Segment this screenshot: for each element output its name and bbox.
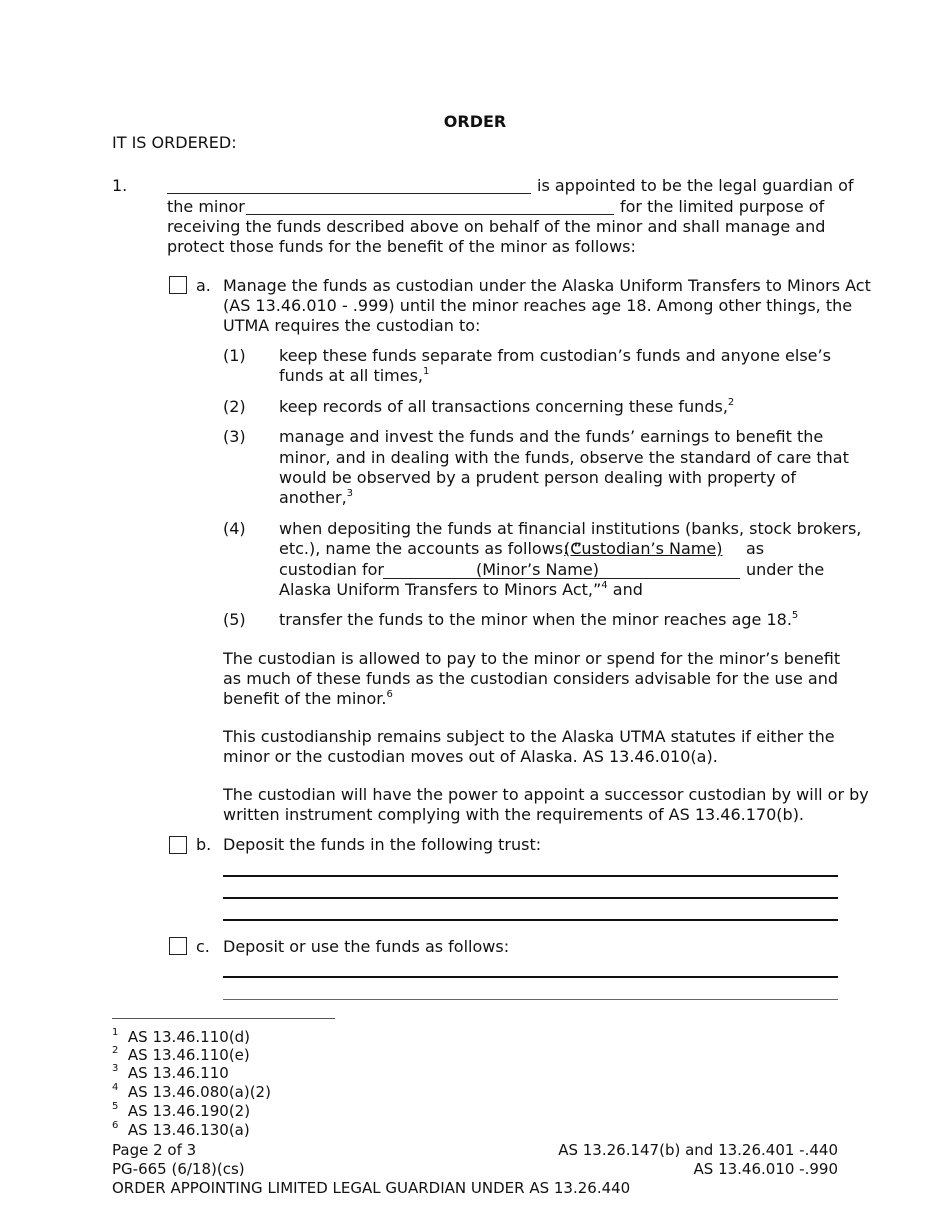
minor-name-placeholder: (Minor’s Name) (476, 560, 599, 579)
footnote-5: $^5$ AS 13.46.190(2) (112, 1101, 251, 1120)
footer-statute-1: AS 13.26.147(b) and 13.26.401 -.440 (558, 1141, 838, 1159)
guardian-name-field[interactable] (167, 193, 531, 194)
item1-line3: receiving the funds described above on behalf of the minor and shall manage and (167, 217, 826, 236)
trust-line-3[interactable] (223, 919, 838, 921)
use-funds-line-2[interactable] (223, 999, 838, 1000)
footnote-4: $^4$ AS 13.46.080(a)(2) (112, 1082, 271, 1101)
page-title: ORDER (443, 112, 507, 131)
item1-line4: protect those funds for the benefit of the minor as follows: (167, 237, 636, 256)
custodian-name-placeholder: (Custodian’s Name) (564, 539, 723, 558)
custodian-pay-line2: as much of these funds as the custodian considers advisable for the use and (223, 669, 839, 688)
trust-line-2[interactable] (223, 897, 838, 899)
trust-line-1[interactable] (223, 875, 838, 877)
sub-item-4-line1: when depositing the funds at financial institutions (banks, stock brokers, (279, 519, 862, 538)
successor-line2: written instrument complying with the requirements of AS 13.46.170(b). (223, 805, 805, 824)
footnote-ref: 4 (601, 580, 608, 591)
sub-item-4-line2: etc.), name the accounts as follows: “ (279, 539, 582, 558)
option-b-text: Deposit the funds in the following trust: (223, 835, 542, 854)
successor-line1: The custodian will have the power to appoint a successor custodian by will or by (223, 785, 869, 804)
sub-item-4-under-the: under the (746, 560, 825, 579)
option-a-line2: (AS 13.46.010 - .999) until the minor reaches age 18. Among other things, the (223, 296, 853, 315)
option-c-text: Deposit or use the funds as follows: (223, 937, 510, 956)
footnote-ref: 1 (423, 366, 430, 377)
sub-item-number: (4) (223, 519, 246, 538)
option-b-checkbox[interactable] (169, 836, 187, 854)
custodian-pay-line3: benefit of the minor.$^6$ (223, 689, 393, 708)
sub-item-1-line1: keep these funds separate from custodian’s funds and anyone else’s (279, 346, 831, 365)
sub-item-3-line4: another,$^3$ (279, 488, 354, 507)
sub-item-5-text: transfer the funds to the minor when the minor reaches age 18.$^5$ (279, 610, 799, 629)
option-c-checkbox[interactable] (169, 937, 187, 955)
footer-form-number: PG-665 (6/18)(cs) (112, 1160, 245, 1178)
sub-item-3-line1: manage and invest the funds and the funds’ earnings to benefit the (279, 427, 824, 446)
sub-item-number: (3) (223, 427, 246, 446)
footer-page-number: Page 2 of 3 (112, 1141, 197, 1159)
sub-item-3-line3: would be observed by a prudent person dealing with property of (279, 468, 797, 487)
minor-name-field[interactable] (246, 214, 614, 215)
sub-item-4-line3: custodian for (279, 560, 384, 579)
footnote-ref: 6 (386, 689, 393, 700)
custodianship-line2: minor or the custodian moves out of Alaska. AS 13.46.010(a). (223, 747, 718, 766)
footnote-ref: 2 (727, 397, 735, 408)
option-a-checkbox[interactable] (169, 276, 187, 294)
sub-item-4-as: as (746, 539, 765, 558)
option-a-letter: a. (196, 276, 211, 295)
option-a-line1: Manage the funds as custodian under the Alaska Uniform Transfers to Minors Act (223, 276, 871, 295)
option-b-letter: b. (196, 835, 212, 854)
custodian-pay-line1: The custodian is allowed to pay to the minor or spend for the minor’s benefit (223, 649, 841, 668)
minor-name-underline (383, 578, 740, 579)
option-a-line3: UTMA requires the custodian to: (223, 316, 481, 335)
footer-statute-2: AS 13.46.010 -.990 (693, 1160, 838, 1178)
sub-item-3-line2: minor, and in dealing with the funds, observe the standard of care that (279, 448, 849, 467)
item-number: 1. (112, 176, 128, 195)
it-is-ordered: IT IS ORDERED: (112, 133, 237, 152)
footnote-ref: 5 (791, 610, 799, 621)
sub-item-4-line4: Alaska Uniform Transfers to Minors Act,”$^4$ and (279, 580, 643, 599)
sub-item-2-text: keep records of all transactions concerning these funds,$^2$ (279, 397, 735, 416)
limited-purpose-text: for the limited purpose of (620, 197, 825, 216)
footnote-ref: 3 (346, 488, 354, 499)
footnote-3: $^3$ AS 13.46.110 (112, 1063, 229, 1082)
footnote-separator (112, 1018, 335, 1019)
sub-item-number: (1) (223, 346, 246, 365)
footnote-6: $^6$ AS 13.46.130(a) (112, 1120, 250, 1139)
custodianship-line1: This custodianship remains subject to the Alaska UTMA statutes if either the (223, 727, 835, 746)
sub-item-number: (2) (223, 397, 246, 416)
footnote-1: $^1$ AS 13.46.110(d) (112, 1027, 251, 1046)
minor-label: the minor (167, 197, 245, 216)
use-funds-line-1[interactable] (223, 976, 838, 978)
option-c-letter: c. (196, 937, 210, 956)
footer-form-title: ORDER APPOINTING LIMITED LEGAL GUARDIAN UNDER AS 13.26.440 (112, 1179, 631, 1197)
appointed-text: is appointed to be the legal guardian of (537, 176, 854, 195)
sub-item-number: (5) (223, 610, 246, 629)
footnote-2: $^2$ AS 13.46.110(e) (112, 1045, 250, 1064)
sub-item-1-line2: funds at all times,$^1$ (279, 366, 430, 385)
